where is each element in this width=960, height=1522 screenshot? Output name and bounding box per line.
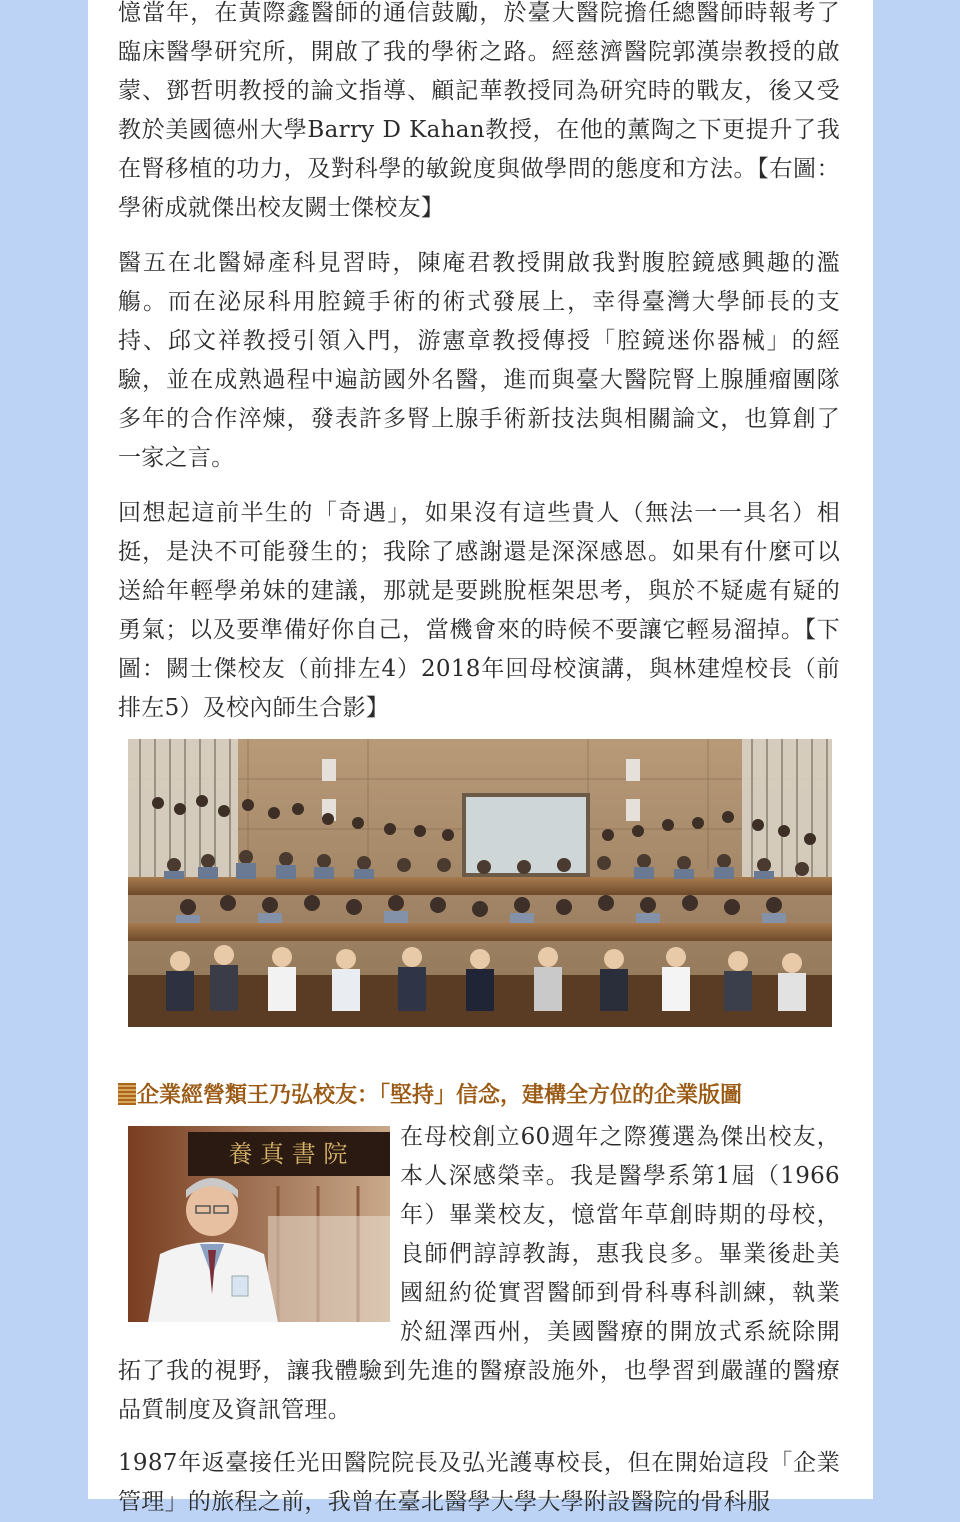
paragraph-reflection: 回想起這前半生的「奇遇」，如果沒有這些貴人（無法一一具名）相挺，是決不可能發生的；我除了感謝還是深深感恩。如果有什麼可以送給年輕學弟妹的建議，那就是要跳脫框架思考，與於不疑處有疑的勇氣；以及要準備好你自己，當機會來的時候不要讓它輕易溜掉。【下圖：闕士傑校友（前排左4）2018年回母校演講，與林建煌校長（前排左5）及校內師生合影】 [118,500,840,721]
lecture-hall-group-photo [128,739,832,1027]
portrait-photo [128,1126,390,1322]
article-page [88,0,873,1515]
group-photo [128,739,832,1027]
section-title-text: 企業經營類王乃弘校友：「堅持」信念，建構全方位的企業版圖 [137,1083,743,1108]
paragraph-with-portrait [118,1118,840,1430]
paragraph-alumni-honor: 在母校創立60週年之際獲選為傑出校友，本人深感榮幸。我是醫學系第1屆（1966年）畢業校友，憶當年草創時期的母校，良師們諄諄教誨，惠我良多。畢業後赴美國紐約從實習醫師到骨科專科訓練，執業於紐澤西州，美國醫療的開放式系統除開拓了我的視野，讓我體驗到先進的醫療設施外，也學習到嚴謹的醫療品質制度及資訊管理。 [118,1124,840,1423]
paragraph-laparoscopy: 醫五在北醫婦產科見習時，陳庵君教授開啟我對腹腔鏡感興趣的濫觴。而在泌尿科用腔鏡手術的術式發展上，幸得臺灣大學師長的支持、邱文祥教授引領入門，游憲章教授傳授「腔鏡迷你器械」的經驗，並在成熟過程中遍訪國外名醫，進而與臺大醫院腎上腺腫瘤團隊多年的合作淬煉，發表許多腎上腺手術新技法與相關論文，也算創了一家之言。 [118,250,840,471]
section-title [118,1078,840,1114]
plaque-text: 養 真 書 院 [228,1140,348,1168]
title-marker-icon [118,1083,136,1105]
paragraph-academic-path: 憶當年，在黃際鑫醫師的通信鼓勵，於臺大醫院擔任總醫師時報考了臨床醫學研究所，開啟了我的學術之路。經慈濟醫院郭漢崇教授的啟蒙、鄧哲明教授的論文指導、顧記華教授同為研究時的戰友，後又受教於美國德州大學Barry D Kahan教授，在他的薰陶之下更提升了我在腎移植的功力，及對科學的敏銳度與做學問的態度和方法。【右圖：學術成就傑出校友闕士傑校友】 [118,0,840,221]
doctor-portrait-image [128,1126,390,1322]
paragraph-return-taiwan: 1987年返臺接任光田醫院院長及弘光護專校長，但在開始這段「企業管理」的旅程之前，我曾在臺北醫學大學大學附設醫院的骨科服 [118,1450,840,1515]
